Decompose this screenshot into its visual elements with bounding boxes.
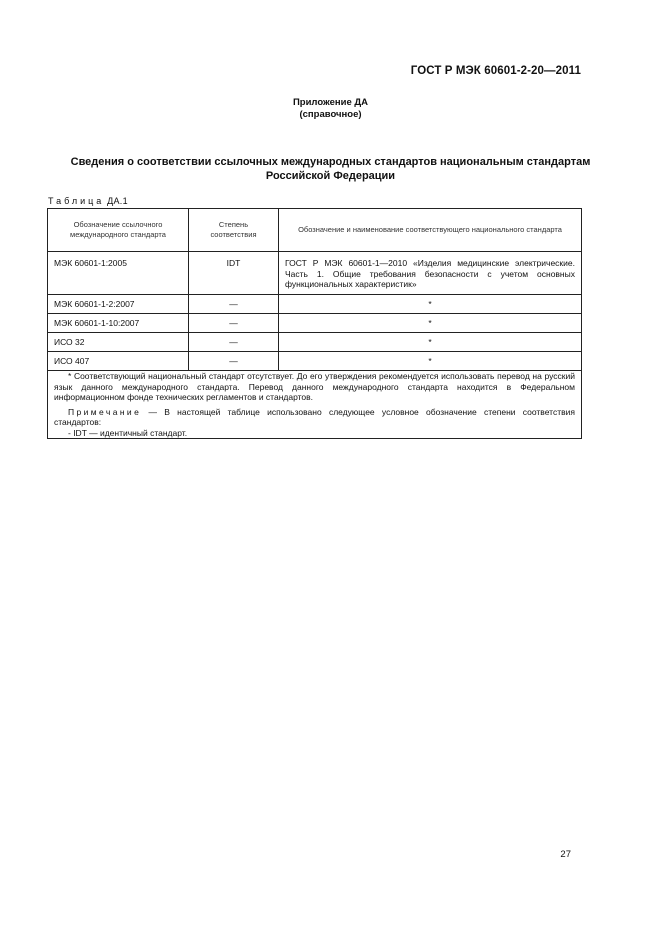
table-row xyxy=(48,295,582,314)
header-degree: Степень соответствия xyxy=(189,209,279,252)
cell-national: * xyxy=(279,314,582,333)
cell-intl: МЭК 60601-1:2005 xyxy=(48,252,189,295)
table-notes-row xyxy=(48,371,582,439)
table-row xyxy=(48,314,582,333)
cell-national: ГОСТ Р МЭК 60601-1—2010 «Изделия медицинские электрические. Часть 1. Общие требования безопасности с учетом основных функциональных характеристик» xyxy=(279,252,582,295)
table-row xyxy=(48,333,582,352)
document-code: ГОСТ Р МЭК 60601-2-20—2011 xyxy=(410,65,581,77)
table-row xyxy=(48,252,582,295)
appendix-title: Приложение ДА xyxy=(292,97,369,108)
header-national: Обозначение и наименование соответствующего национального стандарта xyxy=(279,209,582,252)
cell-degree: — xyxy=(189,352,279,371)
appendix-subtitle: (справочное) xyxy=(299,109,362,120)
section-heading: Сведения о соответствии ссылочных международных стандартов национальным стандартам Российской Федерации xyxy=(70,156,591,182)
table-row xyxy=(48,352,582,371)
cell-intl: ИСО 407 xyxy=(48,352,189,371)
cell-intl: МЭК 60601-1-10:2007 xyxy=(48,314,189,333)
cell-intl: МЭК 60601-1-2:2007 xyxy=(48,295,189,314)
header-intl: Обозначение ссылочного международного стандарта xyxy=(48,209,189,252)
cell-intl: ИСО 32 xyxy=(48,333,189,352)
table-caption xyxy=(48,196,128,206)
cell-national: * xyxy=(279,352,582,371)
cell-degree: IDT xyxy=(189,252,279,295)
table-caption-number: ДА.1 xyxy=(107,196,128,206)
appendix-block xyxy=(0,97,661,121)
page-number: 27 xyxy=(560,849,571,860)
table-caption-prefix: Таблица xyxy=(48,196,105,206)
cell-national: * xyxy=(279,333,582,352)
table-note xyxy=(54,407,575,428)
table-footnote: * Соответствующий национальный стандарт отсутствует. До его утверждения рекомендуется использовать перевод на русский язык данного международного стандарта. Перевод данного международного стандарта находится в Федеральном информационном фонде технических регламентов и стандартов. xyxy=(54,371,575,402)
table-header-row xyxy=(48,209,582,252)
cell-degree: — xyxy=(189,314,279,333)
note-text: — В настоящей таблице использовано следующее условное обозначение степени соответствия стандартов: xyxy=(54,406,575,427)
cell-national: * xyxy=(279,295,582,314)
cell-degree: — xyxy=(189,333,279,352)
note-label: Примечание xyxy=(68,406,142,417)
note-item: - IDT — идентичный стандарт. xyxy=(68,427,188,438)
table-notes xyxy=(48,371,582,439)
standards-table xyxy=(47,208,582,439)
cell-degree: — xyxy=(189,295,279,314)
